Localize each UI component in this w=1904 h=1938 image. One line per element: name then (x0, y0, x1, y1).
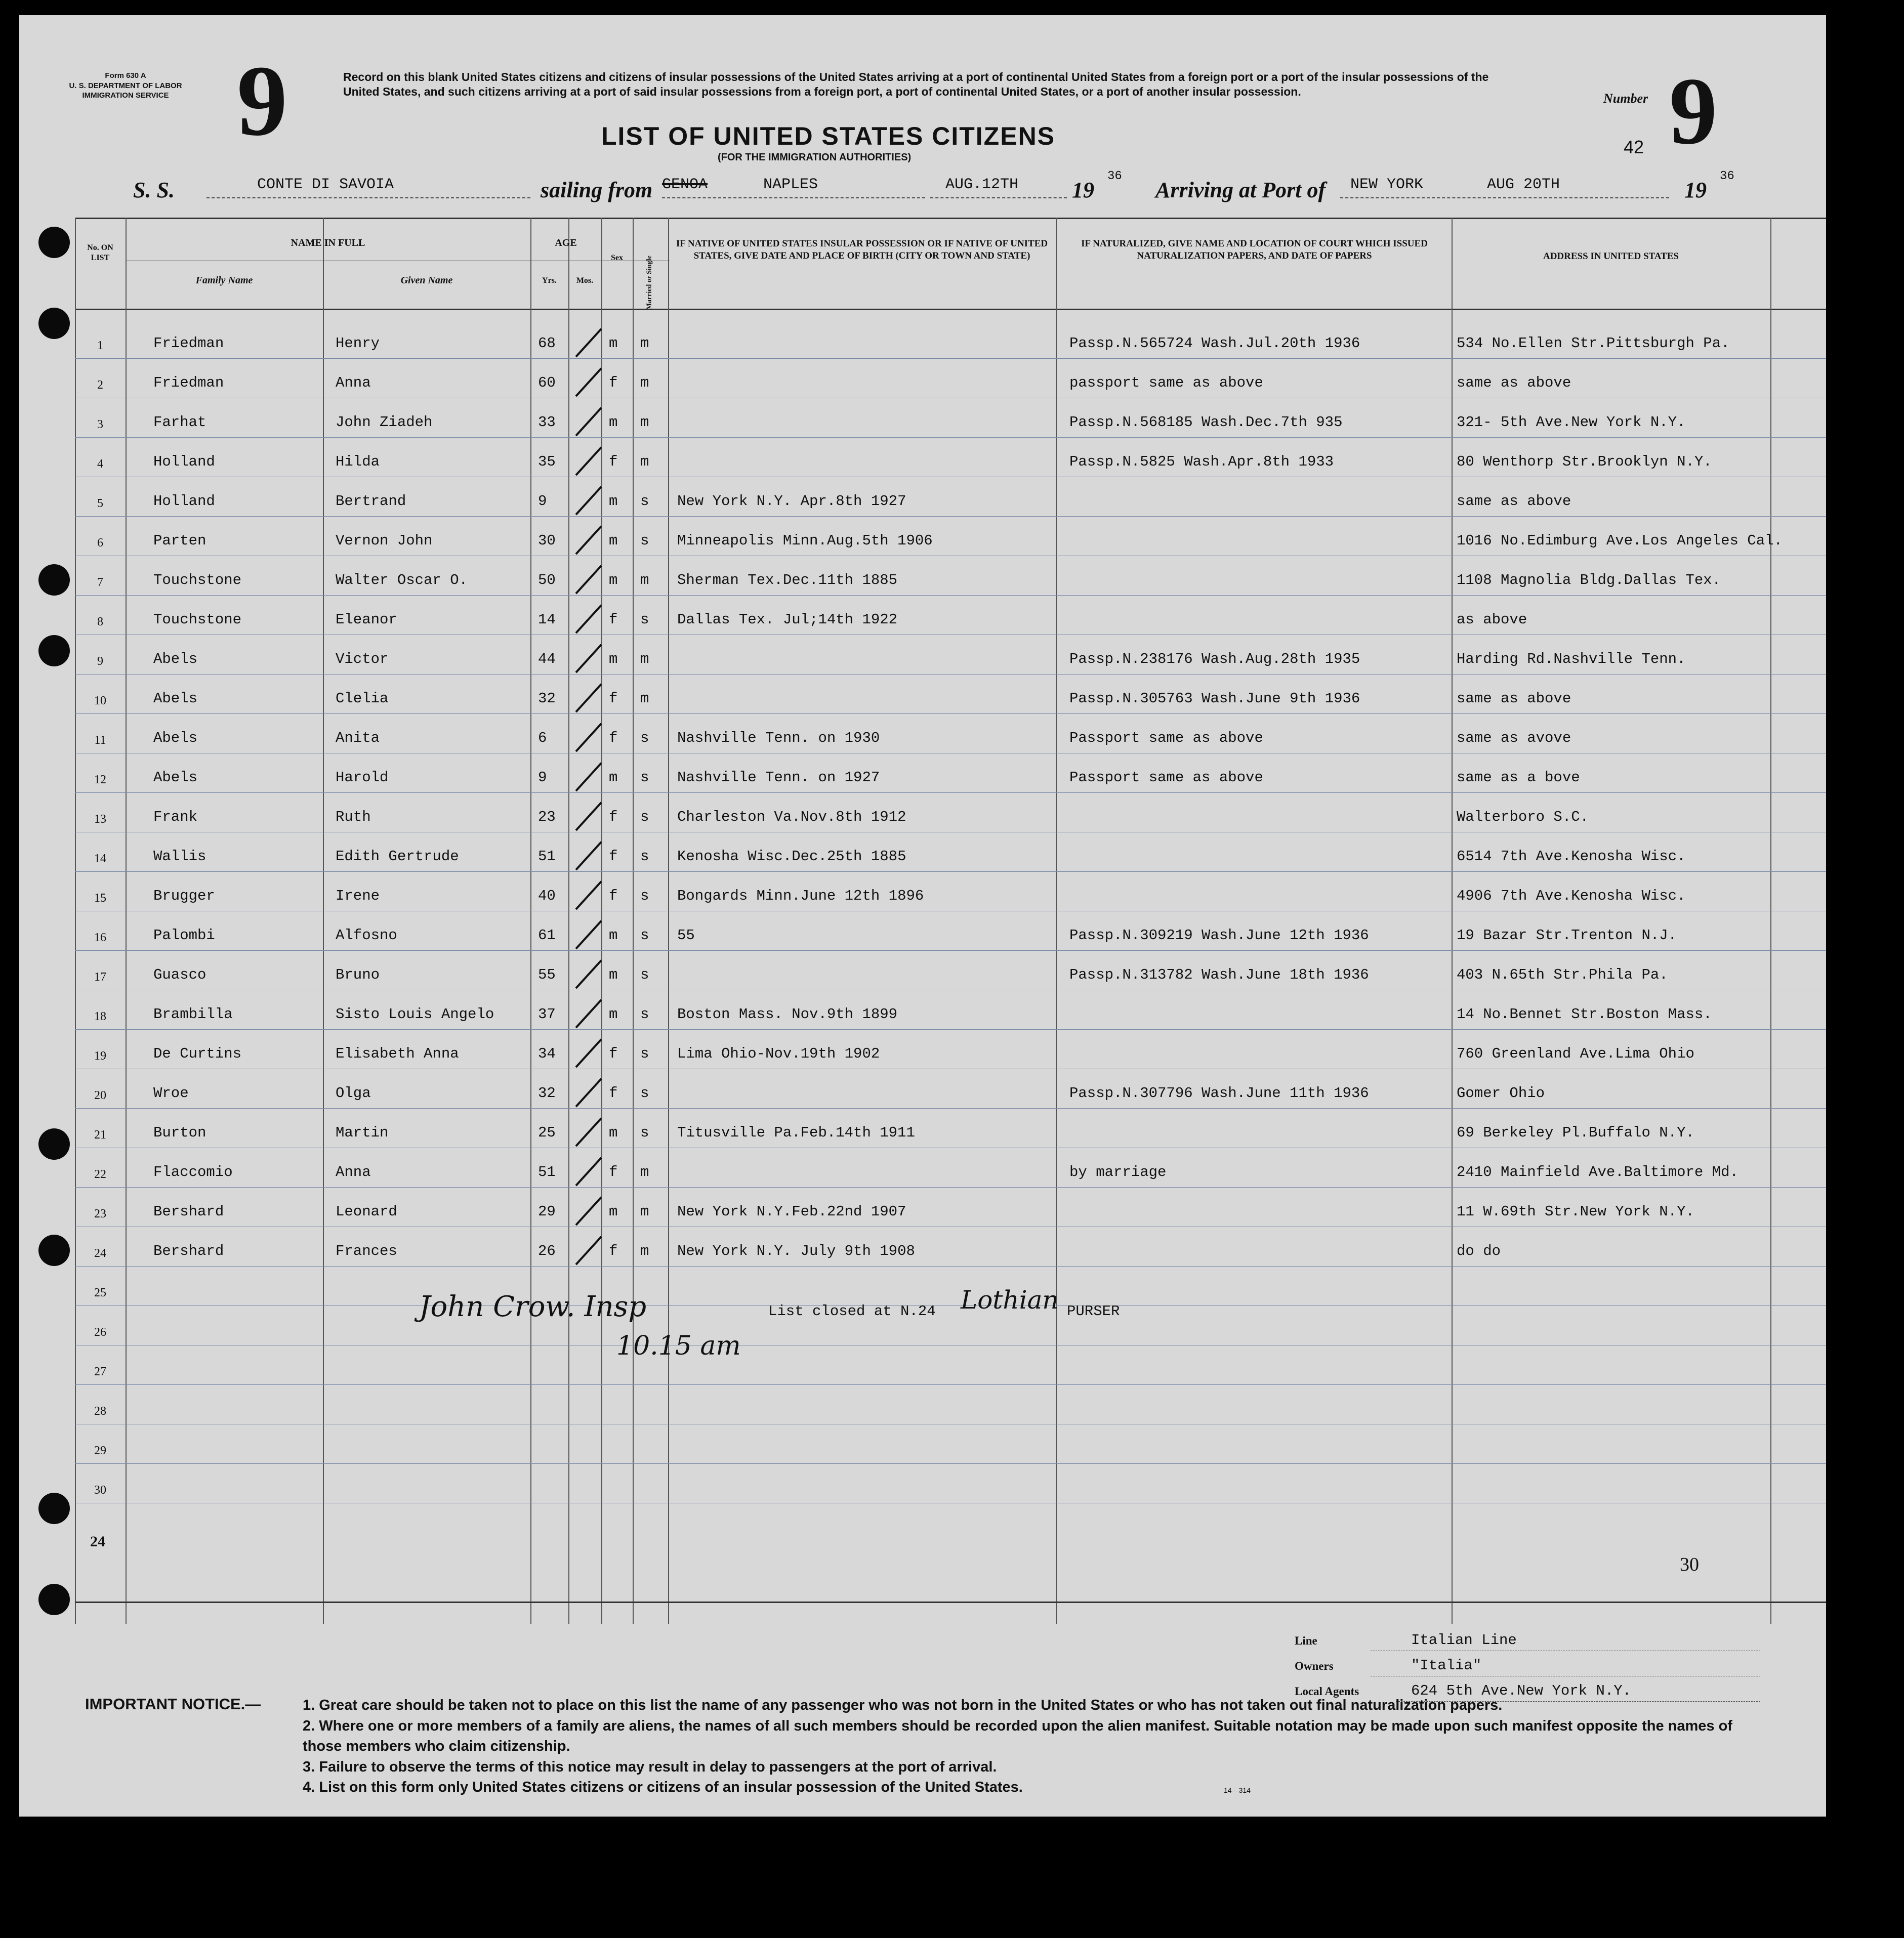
row-number: 22 (94, 1168, 106, 1181)
check-mark-icon (573, 918, 604, 954)
table-cell-naturalization: Passp.N.568185 Wash.Dec.7th 935 (1069, 414, 1343, 431)
table-cell-given-name: Irene (336, 888, 380, 904)
table-cell-naturalization: Passp.N.238176 Wash.Aug.28th 1935 (1069, 651, 1360, 667)
table-cell-sex: m (609, 769, 618, 786)
notice-item: 2. Where one or more members of a family are aliens, the names of all such members should be recorded upon the alien manifest. Suitable notation may be made upon such manifest opposite the names of those members who claim citizenship. (303, 1717, 1732, 1755)
table-cell-family-name: Brugger (153, 888, 215, 904)
table-cell-age: 34 (538, 1045, 556, 1062)
table-cell-sex: m (609, 335, 618, 352)
table-cell-family-name: Touchstone (153, 572, 242, 588)
table-cell-address: 760 Greenland Ave.Lima Ohio (1457, 1045, 1694, 1062)
table-cell-age: 14 (538, 611, 556, 628)
table-cell-married-single: m (640, 414, 649, 431)
row-number: 6 (97, 536, 103, 550)
line-label: Line (1295, 1634, 1317, 1647)
table-cell-married-single: m (640, 374, 649, 391)
check-mark-icon (573, 405, 604, 441)
table-cell-given-name: Ruth (336, 809, 371, 825)
table-cell-age: 26 (538, 1243, 556, 1259)
table-cell-married-single: s (640, 730, 649, 746)
arriving-label: Arriving at Port of (1155, 178, 1326, 202)
header-address: ADDRESS IN UNITED STATES (1543, 251, 1679, 262)
notice-item: 4. List on this form only United States citizens or citizens of an insular possession of the United States. (303, 1779, 1023, 1796)
form-identifier: Form 630 A U. S. DEPARTMENT OF LABOR IMMIGRATION SERVICE (69, 71, 182, 100)
table-cell-sex: m (609, 1203, 618, 1220)
table-cell-family-name: Guasco (153, 966, 206, 983)
table-cell-married-single: s (640, 809, 649, 825)
table-cell-sex: m (609, 414, 618, 431)
table-cell-family-name: Wroe (153, 1085, 189, 1102)
table-cell-age: 9 (538, 769, 547, 786)
table-cell-naturalization: Passp.N.5825 Wash.Apr.8th 1933 (1069, 453, 1334, 470)
row-number: 25 (94, 1286, 106, 1299)
check-mark-icon (573, 958, 604, 993)
table-cell-address: Gomer Ohio (1457, 1085, 1545, 1102)
port-to: NEW YORK (1350, 176, 1424, 193)
table-cell-age: 30 (538, 532, 556, 549)
table-cell-birth: Nashville Tenn. on 1930 (677, 730, 880, 746)
table-cell-family-name: Flaccomio (153, 1164, 233, 1181)
row-number: 29 (94, 1444, 106, 1457)
notice-list (303, 1695, 1760, 1798)
table-cell-married-single: s (640, 493, 649, 510)
table-cell-given-name: Alfosno (336, 927, 397, 944)
port-from: NAPLES (763, 176, 818, 193)
table-cell-family-name: Friedman (153, 335, 224, 352)
table-cell-family-name: Abels (153, 690, 198, 707)
table-cell-sex: f (609, 1045, 618, 1062)
table-cell-birth: Sherman Tex.Dec.11th 1885 (677, 572, 898, 588)
row-number: 16 (94, 931, 106, 944)
table-cell-birth: Bongards Minn.June 12th 1896 (677, 888, 924, 904)
table-cell-given-name: Frances (336, 1243, 397, 1259)
check-mark-icon (573, 1195, 604, 1230)
total-count: 24 (90, 1533, 105, 1550)
table-cell-family-name: De Curtins (153, 1045, 242, 1062)
table-cell-address: 403 N.65th Str.Phila Pa. (1457, 966, 1668, 983)
ship-name: CONTE DI SAVOIA (257, 176, 394, 193)
table-cell-given-name: Anna (336, 374, 371, 391)
list-closed-note: List closed at N.24 (768, 1303, 936, 1320)
table-cell-naturalization: Passp.N.307796 Wash.June 11th 1936 (1069, 1085, 1369, 1102)
table-cell-married-single: m (640, 335, 649, 352)
table-cell-sex: f (609, 453, 618, 470)
table-cell-given-name: Harold (336, 769, 389, 786)
table-cell-birth: Titusville Pa.Feb.14th 1911 (677, 1124, 915, 1141)
table-cell-given-name: Anna (336, 1164, 371, 1181)
table-cell-married-single: m (640, 1203, 649, 1220)
table-cell-married-single: s (640, 1085, 649, 1102)
notice-item: 1. Great care should be taken not to place on this list the name of any passenger who was not born in the United States or who has not taken out final naturalization papers. (303, 1697, 1503, 1713)
table-cell-address: Walterboro S.C. (1457, 809, 1589, 825)
table-cell-given-name: Vernon John (336, 532, 433, 549)
notice-item: 3. Failure to observe the terms of this notice may result in delay to passengers at the port of arrival. (303, 1758, 997, 1775)
table-cell-age: 32 (538, 1085, 556, 1102)
table-cell-given-name: Leonard (336, 1203, 397, 1220)
table-cell-naturalization: Passp.N.565724 Wash.Jul.20th 1936 (1069, 335, 1360, 352)
table-cell-address: 19 Bazar Str.Trenton N.J. (1457, 927, 1677, 944)
arrive-year-prefix: 19 (1684, 178, 1707, 202)
check-mark-icon (573, 1155, 604, 1191)
table-cell-age: 6 (538, 730, 547, 746)
check-mark-icon (573, 1037, 604, 1072)
table-cell-address: 2410 Mainfield Ave.Baltimore Md. (1457, 1164, 1739, 1181)
table-cell-address: 321- 5th Ave.New York N.Y. (1457, 414, 1686, 431)
table-cell-age: 55 (538, 966, 556, 983)
depart-year-suffix: 36 (1107, 170, 1122, 183)
table-cell-address: 14 No.Bennet Str.Boston Mass. (1457, 1006, 1712, 1023)
manifest-sheet (19, 15, 1826, 1817)
table-cell-married-single: s (640, 888, 649, 904)
check-mark-icon (573, 326, 604, 362)
header-name-in-full: NAME IN FULL (291, 237, 365, 248)
table-cell-address: same as above (1457, 690, 1571, 707)
table-cell-married-single: m (640, 572, 649, 588)
page-subtitle: (FOR THE IMMIGRATION AUTHORITIES) (718, 152, 912, 163)
row-number: 1 (97, 339, 103, 352)
table-cell-age: 9 (538, 493, 547, 510)
check-mark-icon (573, 721, 604, 756)
table-cell-address: 80 Wenthorp Str.Brooklyn N.Y. (1457, 453, 1712, 470)
row-number: 9 (97, 655, 103, 668)
table-cell-birth: New York N.Y.Feb.22nd 1907 (677, 1203, 906, 1220)
table-cell-sex: f (609, 374, 618, 391)
table-cell-naturalization: Passp.N.309219 Wash.June 12th 1936 (1069, 927, 1369, 944)
table-cell-age: 61 (538, 927, 556, 944)
table-cell-birth: Dallas Tex. Jul;14th 1922 (677, 611, 898, 628)
table-cell-given-name: Eleanor (336, 611, 397, 628)
table-cell-given-name: Martin (336, 1124, 389, 1141)
check-mark-icon (573, 997, 604, 1033)
table-cell-birth: 55 (677, 927, 695, 944)
table-cell-sex: f (609, 848, 618, 865)
table-cell-address: 4906 7th Ave.Kenosha Wisc. (1457, 888, 1686, 904)
table-cell-married-single: s (640, 769, 649, 786)
row-number: 20 (94, 1089, 106, 1102)
table-cell-given-name: Anita (336, 730, 380, 746)
row-number: 12 (94, 773, 106, 786)
table-cell-age: 68 (538, 335, 556, 352)
table-cell-married-single: s (640, 1045, 649, 1062)
notice-heading: IMPORTANT NOTICE.— (85, 1695, 261, 1713)
table-cell-married-single: m (640, 453, 649, 470)
table-cell-given-name: Bertrand (336, 493, 406, 510)
row-number: 5 (97, 497, 103, 510)
check-mark-icon (573, 682, 604, 717)
table-cell-address: same as avove (1457, 730, 1571, 746)
header-family-name: Family Name (195, 275, 253, 286)
check-mark-icon (573, 484, 604, 520)
table-cell-naturalization: passport same as above (1069, 374, 1263, 391)
table-cell-sex: f (609, 1085, 618, 1102)
inspector-signature: John Crow. Insp (419, 1290, 647, 1323)
agents-label: Local Agents (1295, 1685, 1359, 1698)
table-cell-sex: m (609, 1124, 618, 1141)
check-mark-icon (573, 1076, 604, 1112)
check-mark-icon (573, 524, 604, 559)
row-number: 28 (94, 1405, 106, 1418)
table-cell-family-name: Touchstone (153, 611, 242, 628)
sheet-number-large: 9 (237, 45, 287, 157)
row-number: 3 (97, 418, 103, 431)
table-cell-married-single: m (640, 1243, 649, 1259)
table-cell-family-name: Holland (153, 453, 215, 470)
depart-date: AUG.12TH (945, 176, 1019, 193)
time-note: 10.15 am (616, 1331, 741, 1361)
table-cell-address: 1108 Magnolia Bldg.Dallas Tex. (1457, 572, 1721, 588)
header-given-name: Given Name (400, 275, 453, 286)
table-cell-sex: m (609, 493, 618, 510)
row-number: 4 (97, 457, 103, 471)
table-cell-sex: f (609, 730, 618, 746)
check-mark-icon (573, 761, 604, 796)
check-mark-icon (573, 800, 604, 835)
row-number: 30 (94, 1484, 106, 1497)
passenger-table (19, 218, 1826, 1624)
agents-value: 624 5th Ave.New York N.Y. (1411, 1682, 1632, 1699)
ss-label: S. S. (133, 178, 175, 202)
header-sex: Sex (611, 254, 623, 262)
header-married-single: Married or Single (645, 256, 653, 310)
table-cell-birth: Lima Ohio-Nov.19th 1902 (677, 1045, 880, 1062)
table-cell-age: 23 (538, 809, 556, 825)
row-number: 13 (94, 813, 106, 826)
record-instructions: Record on this blank United States citizens and citizens of insular possessions of the United States arriving at a port of continental United States from a foreign port or a port of the insular possessions of the United States, and such citizens arriving at a port of said insular possessions from a foreign port, a port of continental United States, or a port of another insular possession. (343, 70, 1489, 98)
table-cell-married-single: s (640, 848, 649, 865)
table-cell-sex: m (609, 651, 618, 667)
arrive-year-suffix: 36 (1720, 170, 1734, 183)
table-cell-age: 51 (538, 1164, 556, 1181)
number-label: Number (1603, 91, 1648, 106)
arrive-date: AUG 20TH (1487, 176, 1560, 193)
table-cell-family-name: Brambilla (153, 1006, 233, 1023)
table-cell-age: 29 (538, 1203, 556, 1220)
table-cell-family-name: Farhat (153, 414, 206, 431)
table-cell-sex: m (609, 966, 618, 983)
table-cell-address: 11 W.69th Str.New York N.Y. (1457, 1203, 1694, 1220)
table-cell-married-single: s (640, 966, 649, 983)
table-cell-birth: Boston Mass. Nov.9th 1899 (677, 1006, 898, 1023)
purser-label: PURSER (1067, 1303, 1120, 1320)
table-cell-married-single: s (640, 1006, 649, 1023)
header-mos: Mos. (576, 276, 594, 285)
table-cell-sex: m (609, 572, 618, 588)
table-cell-birth: Kenosha Wisc.Dec.25th 1885 (677, 848, 906, 865)
table-cell-sex: f (609, 1243, 618, 1259)
table-cell-family-name: Abels (153, 730, 198, 746)
table-cell-family-name: Bershard (153, 1243, 224, 1259)
row-number: 21 (94, 1128, 106, 1142)
table-cell-family-name: Friedman (153, 374, 224, 391)
table-cell-sex: m (609, 1006, 618, 1023)
table-cell-age: 40 (538, 888, 556, 904)
table-cell-naturalization: Passport same as above (1069, 769, 1263, 786)
table-cell-sex: m (609, 927, 618, 944)
sheet-number: 9 (1669, 58, 1717, 164)
row-number: 23 (94, 1207, 106, 1220)
table-cell-given-name: Edith Gertrude (336, 848, 459, 865)
page-count: 30 (1680, 1554, 1699, 1575)
table-cell-address: as above (1457, 611, 1527, 628)
table-cell-family-name: Abels (153, 769, 198, 786)
table-cell-address: same as above (1457, 493, 1571, 510)
check-mark-icon (573, 879, 604, 914)
form-code: 14—314 (1224, 1786, 1251, 1794)
table-cell-married-single: m (640, 690, 649, 707)
table-cell-married-single: m (640, 651, 649, 667)
header-naturalized: IF NATURALIZED, GIVE NAME AND LOCATION OF COURT WHICH ISSUED NATURALIZATION PAPERS, AND DATE OF PAPERS (1081, 238, 1428, 261)
table-cell-age: 37 (538, 1006, 556, 1023)
port-struck: GENOA (662, 176, 708, 193)
table-cell-birth: New York N.Y. Apr.8th 1927 (677, 493, 906, 510)
row-number: 11 (94, 734, 106, 747)
table-cell-naturalization: Passport same as above (1069, 730, 1263, 746)
row-number: 19 (94, 1049, 106, 1063)
table-cell-given-name: John Ziadeh (336, 414, 433, 431)
table-cell-age: 51 (538, 848, 556, 865)
table-cell-address: Harding Rd.Nashville Tenn. (1457, 651, 1686, 667)
table-cell-naturalization: Passp.N.305763 Wash.June 9th 1936 (1069, 690, 1360, 707)
table-cell-family-name: Bershard (153, 1203, 224, 1220)
check-mark-icon (573, 563, 604, 599)
table-cell-given-name: Henry (336, 335, 380, 352)
check-mark-icon (573, 839, 604, 875)
table-cell-family-name: Frank (153, 809, 198, 825)
table-cell-birth: Nashville Tenn. on 1927 (677, 769, 880, 786)
table-cell-address: 6514 7th Ave.Kenosha Wisc. (1457, 848, 1686, 865)
voyage-line (19, 172, 1826, 207)
table-cell-married-single: s (640, 611, 649, 628)
table-cell-sex: m (609, 532, 618, 549)
sailing-from-label: sailing from (541, 178, 653, 202)
check-mark-icon (573, 1116, 604, 1151)
table-cell-family-name: Parten (153, 532, 206, 549)
table-cell-given-name: Olga (336, 1085, 371, 1102)
table-cell-given-name: Bruno (336, 966, 380, 983)
table-cell-age: 25 (538, 1124, 556, 1141)
table-cell-given-name: Elisabeth Anna (336, 1045, 459, 1062)
table-cell-age: 35 (538, 453, 556, 470)
row-number: 26 (94, 1326, 106, 1339)
table-cell-sex: f (609, 888, 618, 904)
table-cell-address: do do (1457, 1243, 1501, 1259)
check-mark-icon (573, 445, 604, 480)
table-cell-naturalization: Passp.N.313782 Wash.June 18th 1936 (1069, 966, 1369, 983)
header-native-birth: IF NATIVE OF UNITED STATES INSULAR POSSESSION OR IF NATIVE OF UNITED STATES, GIVE DATE AND PLACE OF BIRTH (CITY OR TOWN AND STATE) (676, 238, 1048, 261)
table-cell-married-single: m (640, 1164, 649, 1181)
table-cell-address: same as a bove (1457, 769, 1580, 786)
table-cell-given-name: Victor (336, 651, 389, 667)
table-cell-family-name: Burton (153, 1124, 206, 1141)
check-mark-icon (573, 603, 604, 638)
row-number: 17 (94, 971, 106, 984)
table-cell-sex: f (609, 690, 618, 707)
table-cell-sex: f (609, 611, 618, 628)
check-mark-icon (573, 1234, 604, 1270)
table-cell-sex: f (609, 809, 618, 825)
row-number: 10 (94, 694, 106, 707)
header-yrs: Yrs. (542, 276, 557, 285)
table-cell-given-name: Sisto Louis Angelo (336, 1006, 494, 1023)
table-cell-age: 50 (538, 572, 556, 588)
table-cell-married-single: s (640, 1124, 649, 1141)
table-cell-address: 534 No.Ellen Str.Pittsburgh Pa. (1457, 335, 1730, 352)
owners-value: "Italia" (1411, 1657, 1482, 1674)
table-cell-age: 32 (538, 690, 556, 707)
page-number-42: 42 (1624, 137, 1644, 157)
row-number: 7 (97, 576, 103, 589)
line-value: Italian Line (1411, 1632, 1517, 1649)
table-cell-address: 69 Berkeley Pl.Buffalo N.Y. (1457, 1124, 1694, 1141)
table-cell-age: 33 (538, 414, 556, 431)
table-cell-given-name: Walter Oscar O. (336, 572, 468, 588)
header-age: AGE (555, 237, 577, 248)
page-title: LIST OF UNITED STATES CITIZENS (601, 122, 1056, 150)
table-cell-age: 44 (538, 651, 556, 667)
table-cell-family-name: Holland (153, 493, 215, 510)
table-cell-married-single: s (640, 927, 649, 944)
header-no-on-list: No. ON LIST (87, 243, 113, 262)
table-cell-birth: Charleston Va.Nov.8th 1912 (677, 809, 906, 825)
table-cell-family-name: Palombi (153, 927, 215, 944)
row-number: 18 (94, 1010, 106, 1023)
row-number: 2 (97, 378, 103, 392)
purser-signature: Lothian (961, 1285, 1059, 1315)
table-cell-sex: f (609, 1164, 618, 1181)
check-mark-icon (573, 642, 604, 678)
table-cell-address: 1016 No.Edimburg Ave.Los Angeles Cal. (1457, 532, 1783, 549)
depart-year-prefix: 19 (1072, 178, 1094, 202)
table-cell-birth: Minneapolis Minn.Aug.5th 1906 (677, 532, 933, 549)
row-number: 27 (94, 1365, 106, 1378)
table-cell-family-name: Abels (153, 651, 198, 667)
table-cell-address: same as above (1457, 374, 1571, 391)
owners-label: Owners (1295, 1660, 1334, 1672)
check-mark-icon (573, 366, 604, 401)
table-cell-age: 60 (538, 374, 556, 391)
table-cell-given-name: Clelia (336, 690, 389, 707)
row-number: 8 (97, 615, 103, 628)
table-cell-given-name: Hilda (336, 453, 380, 470)
row-number: 24 (94, 1247, 106, 1260)
row-number: 15 (94, 892, 106, 905)
table-cell-married-single: s (640, 532, 649, 549)
table-cell-naturalization: by marriage (1069, 1164, 1167, 1181)
table-cell-family-name: Wallis (153, 848, 206, 865)
table-cell-birth: New York N.Y. July 9th 1908 (677, 1243, 915, 1259)
row-number: 14 (94, 852, 106, 865)
